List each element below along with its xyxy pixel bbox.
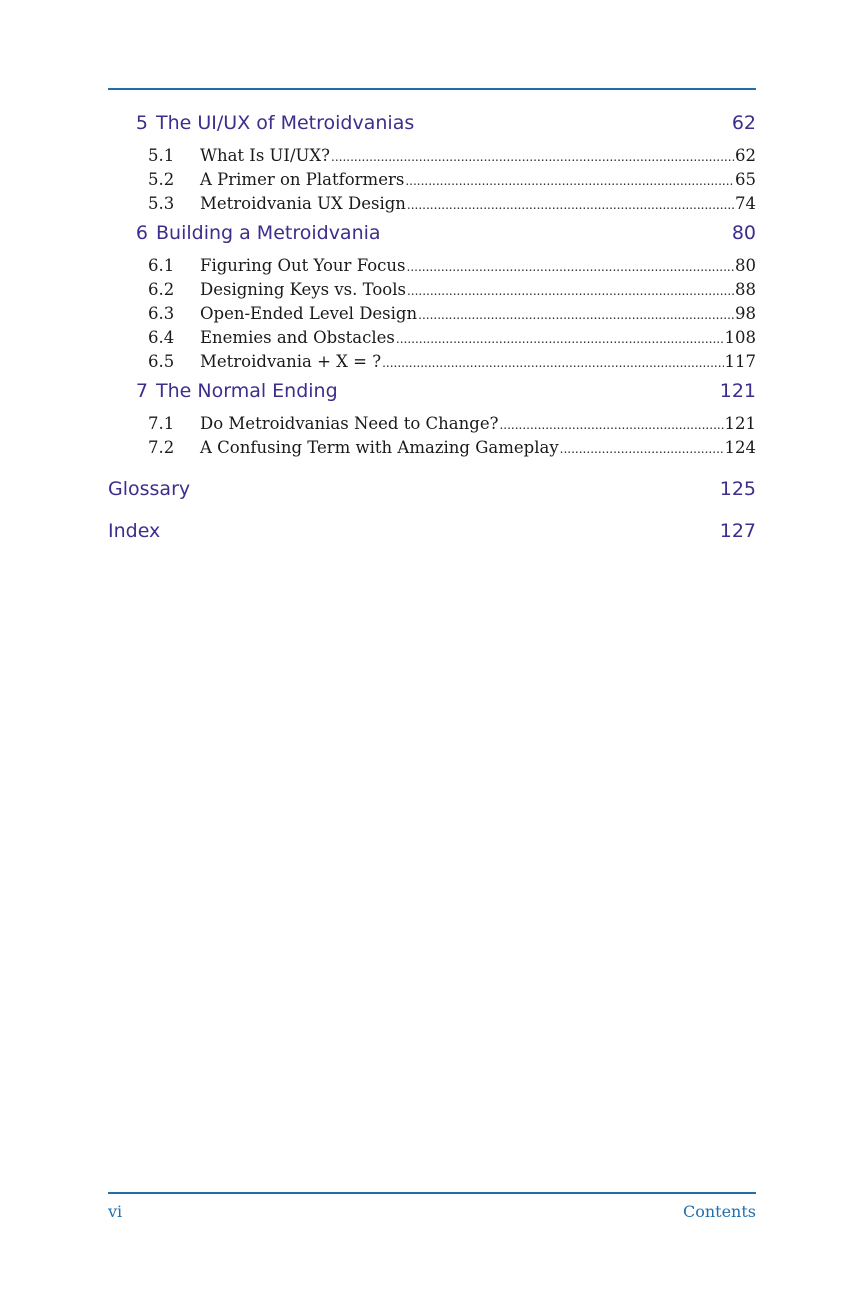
chapter-heading[interactable] [108, 112, 756, 146]
index-entry[interactable] [108, 520, 756, 562]
section-number: 5.1 [148, 146, 175, 165]
section-page-number: 62 [735, 146, 756, 165]
toc-entry[interactable] [108, 194, 756, 218]
dot-leader [396, 332, 724, 346]
chapter-number: 6 [135, 222, 148, 244]
section-title: Open-Ended Level Design [200, 304, 418, 323]
chapter-heading[interactable] [108, 380, 756, 414]
dot-leader [382, 356, 723, 370]
section-page-number: 65 [735, 170, 756, 189]
top-rule [108, 88, 756, 90]
section-page-number: 108 [724, 328, 756, 347]
toc-entry[interactable] [108, 280, 756, 304]
section-number: 6.1 [148, 256, 175, 275]
section-title: Designing Keys vs. Tools [200, 280, 406, 299]
toc-entry[interactable] [108, 256, 756, 280]
section-number: 7.2 [148, 438, 175, 457]
section-title: Enemies and Obstacles [200, 328, 395, 347]
backmatter-title: Glossary [108, 478, 191, 500]
section-title: Do Metroidvanias Need to Change? [200, 414, 499, 433]
chapter-number: 7 [135, 380, 148, 402]
section-number: 6.5 [148, 352, 175, 371]
toc-entry[interactable] [108, 146, 756, 170]
backmatter-title: Index [108, 520, 161, 542]
chapter-title: The Normal Ending [156, 380, 338, 402]
section-title: Metroidvania + X = ? [200, 352, 382, 371]
backmatter-page-number: 125 [719, 478, 756, 500]
dot-leader [407, 284, 734, 298]
section-page-number: 74 [735, 194, 756, 213]
table-of-contents [108, 112, 756, 562]
section-page-number: 98 [735, 304, 756, 323]
chapter-number: 5 [135, 112, 148, 134]
section-page-number: 88 [735, 280, 756, 299]
section-title: A Confusing Term with Amazing Gameplay [200, 438, 559, 457]
chapter-5 [108, 112, 756, 218]
chapter-page-number: 62 [731, 112, 756, 134]
chapter-heading[interactable] [108, 222, 756, 256]
section-list [108, 146, 756, 218]
section-page-number: 124 [724, 438, 756, 457]
toc-entry[interactable] [108, 352, 756, 376]
glossary-entry[interactable] [108, 478, 756, 520]
chapter-title: The UI/UX of Metroidvanias [156, 112, 415, 134]
section-title: A Primer on Platformers [200, 170, 405, 189]
chapter-page-number: 121 [719, 380, 756, 402]
dot-leader [407, 198, 734, 212]
dot-leader [331, 150, 734, 164]
dot-leader [499, 418, 723, 432]
section-title: Metroidvania UX Design [200, 194, 406, 213]
folio: vi [108, 1202, 123, 1221]
toc-entry[interactable] [108, 414, 756, 438]
chapter-6 [108, 222, 756, 376]
running-title: Contents [682, 1202, 756, 1221]
section-title: What Is UI/UX? [200, 146, 331, 165]
section-list [108, 256, 756, 376]
section-page-number: 80 [735, 256, 756, 275]
dot-leader [560, 442, 724, 456]
dot-leader [418, 308, 734, 322]
toc-entry[interactable] [108, 170, 756, 194]
section-number: 6.3 [148, 304, 175, 323]
section-number: 5.2 [148, 170, 175, 189]
section-number: 5.3 [148, 194, 175, 213]
chapter-page-number: 80 [731, 222, 756, 244]
section-number: 6.4 [148, 328, 175, 347]
toc-entry[interactable] [108, 438, 756, 462]
backmatter-page-number: 127 [719, 520, 756, 542]
section-title: Figuring Out Your Focus [200, 256, 406, 275]
toc-entry[interactable] [108, 328, 756, 352]
section-list [108, 414, 756, 462]
section-page-number: 117 [724, 352, 756, 371]
page-footer [108, 1202, 756, 1221]
section-number: 7.1 [148, 414, 175, 433]
chapter-title: Building a Metroidvania [156, 222, 381, 244]
bottom-rule [108, 1192, 756, 1194]
section-number: 6.2 [148, 280, 175, 299]
section-page-number: 121 [724, 414, 756, 433]
dot-leader [405, 174, 734, 188]
dot-leader [407, 260, 734, 274]
chapter-7 [108, 380, 756, 462]
toc-entry[interactable] [108, 304, 756, 328]
